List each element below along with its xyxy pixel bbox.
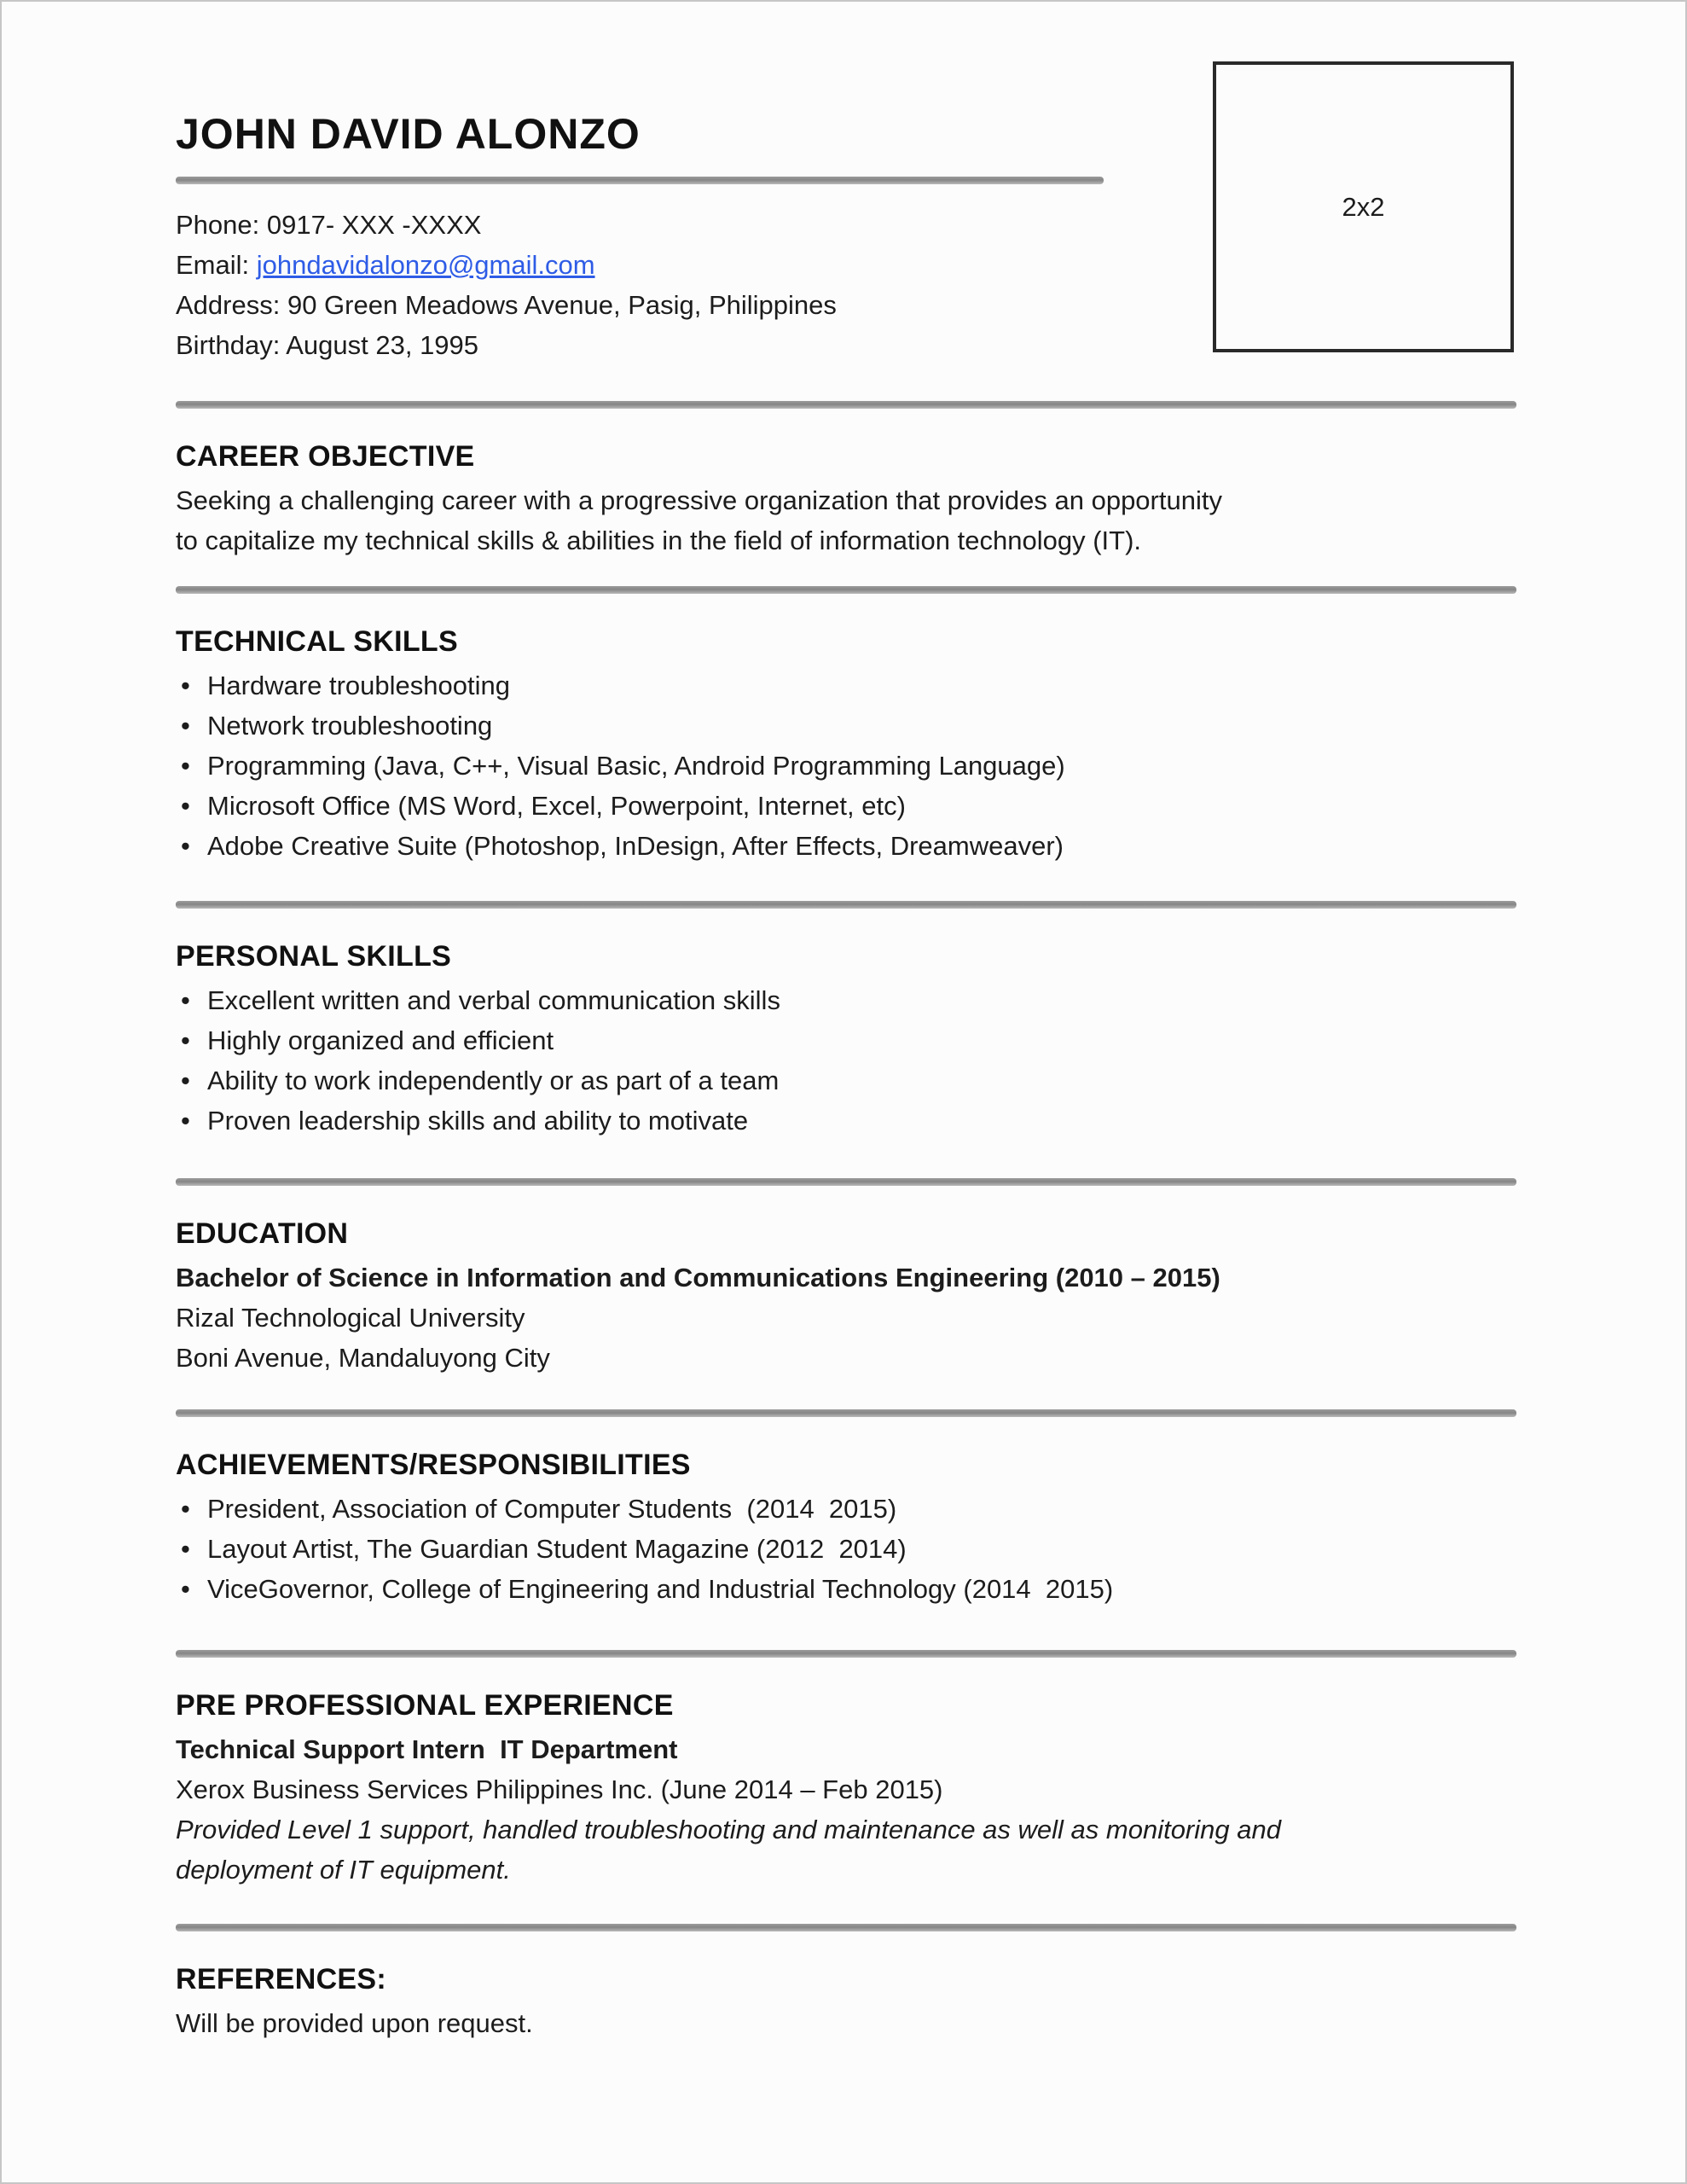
technical-skills-list [176, 665, 1516, 866]
address-line: Address: 90 Green Meadows Avenue, Pasig, Philippines [176, 290, 837, 320]
section-personal-skills [176, 939, 1516, 1141]
achievement-item: • President, Association of Computer Students (2014 2015) [176, 1489, 1516, 1529]
phone-line: Phone: 0917- XXX -XXXX [176, 210, 482, 240]
section-divider [176, 1178, 1516, 1186]
candidate-name: JOHN DAVID ALONZO [176, 110, 641, 158]
email-line [176, 245, 1516, 285]
education-title: EDUCATION [176, 1217, 349, 1250]
contact-block [176, 205, 1516, 365]
section-divider [176, 901, 1516, 909]
personal-skill-item: • Ability to work independently or as part of a team [176, 1060, 1516, 1101]
section-achievements [176, 1448, 1516, 1609]
section-experience [176, 1688, 1516, 1890]
technical-skill-item: • Programming (Java, C++, Visual Basic, Android Programming Language) [176, 746, 1516, 786]
experience-title: PRE PROFESSIONAL EXPERIENCE [176, 1689, 674, 1722]
personal-skills-title: PERSONAL SKILLS [176, 940, 452, 973]
career-objective-text [176, 480, 1516, 561]
email-link[interactable]: johndavidalonzo@gmail.com [256, 250, 595, 280]
personal-skills-list [176, 980, 1516, 1141]
personal-skill-item: • Highly organized and efficient [176, 1020, 1516, 1060]
birthday-line: Birthday: August 23, 1995 [176, 330, 479, 360]
education-school: Rizal Technological University [176, 1303, 525, 1333]
technical-skill-item: • Hardware troubleshooting [176, 665, 1516, 706]
header-divider [176, 177, 1104, 184]
career-objective-title: CAREER OBJECTIVE [176, 440, 475, 473]
personal-skill-item: • Proven leadership skills and ability to motivate [176, 1101, 1516, 1141]
experience-company: Xerox Business Services Philippines Inc. (June 2014 – Feb 2015) [176, 1774, 943, 1804]
achievement-item: • ViceGovernor, College of Engineering and Industrial Technology (2014 2015) [176, 1569, 1516, 1609]
experience-role: Technical Support Intern IT Department [176, 1734, 678, 1764]
section-technical-skills [176, 624, 1516, 866]
technical-skills-title: TECHNICAL SKILLS [176, 625, 458, 658]
career-objective-line: Seeking a challenging career with a progressive organization that provides an opportunity [176, 485, 1222, 515]
section-divider [176, 1409, 1516, 1417]
section-references [176, 1962, 1516, 2043]
resume-content [176, 2, 1516, 2043]
achievements-list [176, 1489, 1516, 1609]
section-divider [176, 1924, 1516, 1931]
references-note: Will be provided upon request. [176, 2008, 533, 2038]
photo-size-label: 2x2 [1342, 191, 1385, 222]
personal-skill-item: • Excellent written and verbal communication skills [176, 980, 1516, 1020]
technical-skill-item: • Microsoft Office (MS Word, Excel, Powerpoint, Internet, etc) [176, 786, 1516, 826]
experience-description-line: deployment of IT equipment. [176, 1855, 511, 1885]
achievements-title: ACHIEVEMENTS/RESPONSIBILITIES [176, 1449, 691, 1481]
experience-description [176, 1809, 1516, 1890]
career-objective-line: to capitalize my technical skills & abilities in the field of information technology (IT). [176, 526, 1141, 555]
technical-skill-item: • Adobe Creative Suite (Photoshop, InDesign, After Effects, Dreamweaver) [176, 826, 1516, 866]
education-degree: Bachelor of Science in Information and Communications Engineering (2010 – 2015) [176, 1263, 1220, 1292]
section-divider [176, 586, 1516, 594]
experience-description-line: Provided Level 1 support, handled troubleshooting and maintenance as well as monitoring and [176, 1815, 1281, 1844]
education-location: Boni Avenue, Mandaluyong City [176, 1343, 550, 1373]
section-career-objective [176, 439, 1516, 561]
email-label: Email: [176, 250, 257, 280]
section-divider [176, 1650, 1516, 1658]
section-divider [176, 401, 1516, 409]
technical-skill-item: • Network troubleshooting [176, 706, 1516, 746]
references-title: REFERENCES: [176, 1963, 386, 1995]
achievement-item: • Layout Artist, The Guardian Student Magazine (2012 2014) [176, 1529, 1516, 1569]
section-education [176, 1217, 1516, 1378]
